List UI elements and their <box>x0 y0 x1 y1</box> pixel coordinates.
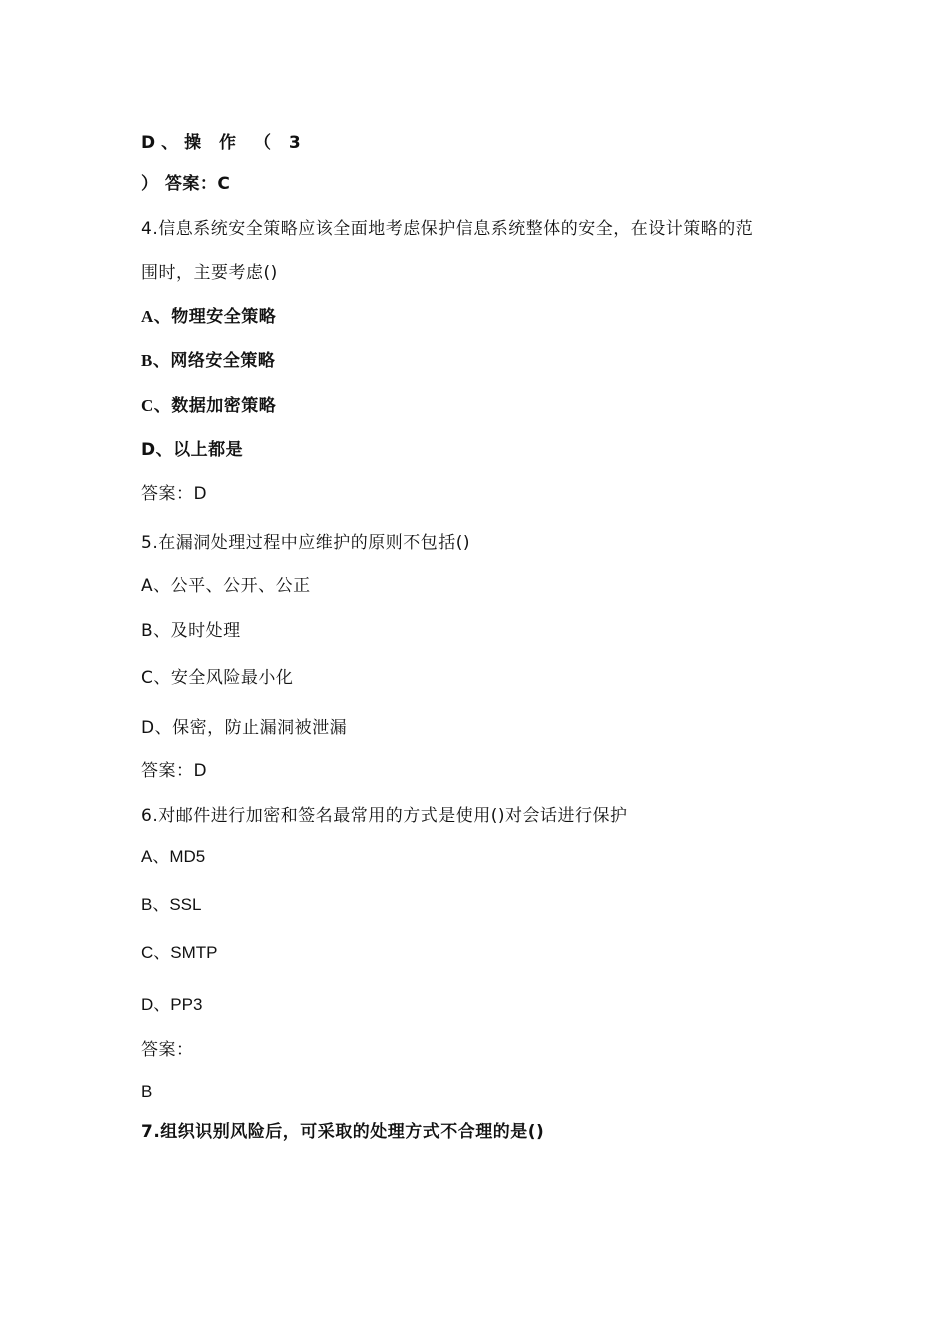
q6-option-a: A、MD5 <box>141 847 206 866</box>
q4-answer: 答案：D <box>141 484 208 504</box>
q5-option-d: D、保密，防止漏洞被泄漏 <box>141 718 348 738</box>
q6-question: 6.对邮件进行加密和签名最常用的方式是使用()对会话进行保护 <box>141 806 628 826</box>
q4-question-line-2: 围时，主要考虑() <box>141 263 278 283</box>
q3-option-d: D、操 作 （ 3 <box>141 133 307 153</box>
q6-option-c: C、SMTP <box>141 943 218 962</box>
q4-question-line-1: 4.信息系统安全策略应该全面地考虑保护信息系统整体的安全，在设计策略的范 <box>141 219 754 239</box>
q4-option-b: B、网络安全策略 <box>141 351 276 370</box>
q6-option-b: B、SSL <box>141 895 202 914</box>
q4-option-a: A、物理安全策略 <box>141 307 277 326</box>
q5-question: 5.在漏洞处理过程中应维护的原则不包括() <box>141 533 470 553</box>
q6-answer-value: B <box>141 1082 153 1101</box>
q5-answer: 答案：D <box>141 761 208 781</box>
q5-option-c: C、安全风险最小化 <box>141 668 294 688</box>
q3-answer: ） 答案：C <box>141 174 231 194</box>
q5-option-b: B、及时处理 <box>141 621 241 641</box>
q6-answer-label: 答案： <box>141 1040 194 1060</box>
q6-option-d: D、PP3 <box>141 995 203 1014</box>
q4-option-d: D、以上都是 <box>141 440 244 460</box>
q4-option-c: C、数据加密策略 <box>141 396 277 415</box>
q5-option-a: A、公平、公开、公正 <box>141 576 311 596</box>
q7-question: 7.组织识别风险后，可采取的处理方式不合理的是() <box>141 1122 545 1142</box>
